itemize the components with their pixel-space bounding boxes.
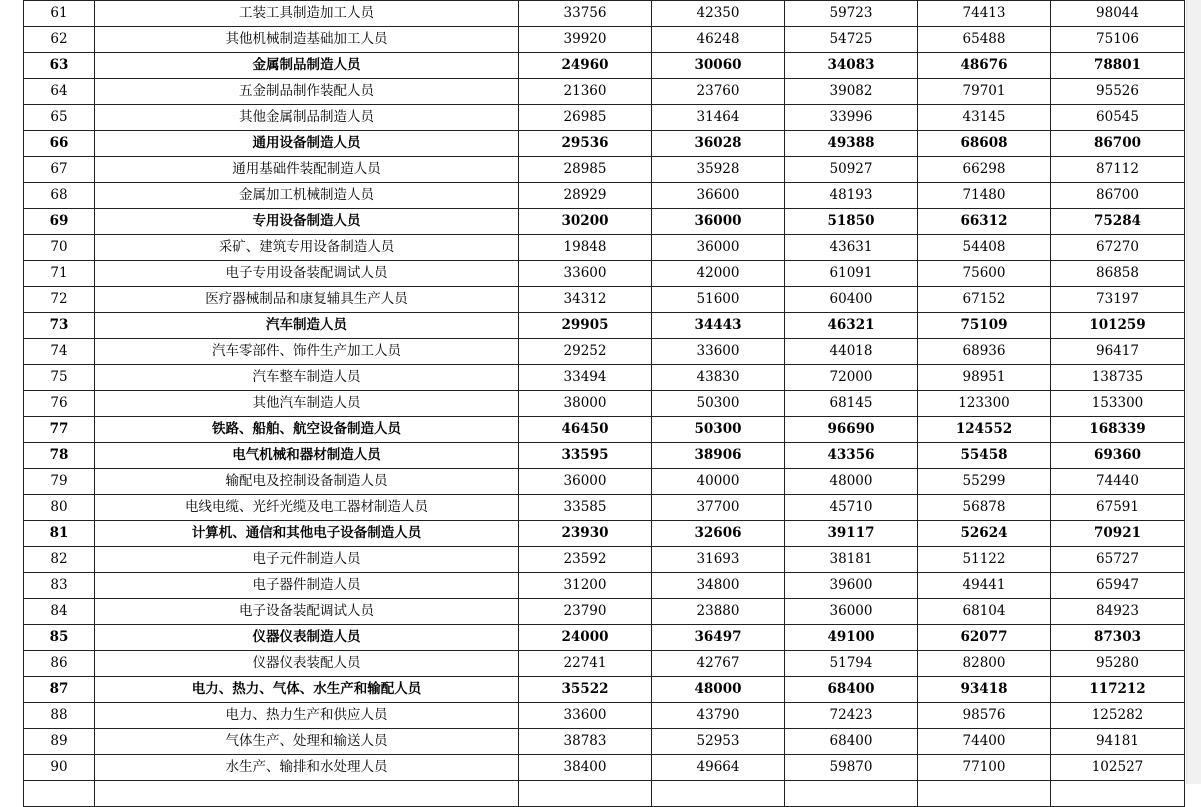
row-number-cell: 67 — [24, 157, 95, 183]
value-cell-1: 38000 — [519, 391, 652, 417]
value-cell-3: 50927 — [785, 157, 918, 183]
row-number-cell: 61 — [24, 1, 95, 27]
table-row — [24, 469, 1185, 495]
value-cell-3: 49100 — [785, 625, 918, 651]
table-row — [24, 781, 1185, 807]
table-row — [24, 443, 1185, 469]
occupation-name-cell: 通用设备制造人员 — [95, 131, 519, 157]
row-number-cell: 85 — [24, 625, 95, 651]
value-cell-2: 33600 — [652, 339, 785, 365]
occupation-name-cell: 通用基础件装配制造人员 — [95, 157, 519, 183]
value-cell-2: 52953 — [652, 729, 785, 755]
value-cell-3: 48193 — [785, 183, 918, 209]
value-cell-2: 51600 — [652, 287, 785, 313]
value-cell-2: 43790 — [652, 703, 785, 729]
value-cell-4: 49441 — [918, 573, 1051, 599]
value-cell-3: 96690 — [785, 417, 918, 443]
value-cell-3: 49388 — [785, 131, 918, 157]
occupation-name-cell: 电气机械和器材制造人员 — [95, 443, 519, 469]
value-cell-1 — [519, 781, 652, 807]
value-cell-4: 54408 — [918, 235, 1051, 261]
value-cell-3: 46321 — [785, 313, 918, 339]
value-cell-5: 138735 — [1051, 365, 1185, 391]
value-cell-4: 66298 — [918, 157, 1051, 183]
table-row — [24, 599, 1185, 625]
value-cell-5: 73197 — [1051, 287, 1185, 313]
value-cell-4: 43145 — [918, 105, 1051, 131]
table-row — [24, 677, 1185, 703]
value-cell-3: 45710 — [785, 495, 918, 521]
value-cell-5 — [1051, 781, 1185, 807]
salary-table — [23, 0, 1185, 807]
row-number-cell: 78 — [24, 443, 95, 469]
occupation-name-cell: 其他汽车制造人员 — [95, 391, 519, 417]
value-cell-3: 39082 — [785, 79, 918, 105]
value-cell-5: 75284 — [1051, 209, 1185, 235]
table-row — [24, 235, 1185, 261]
value-cell-1: 30200 — [519, 209, 652, 235]
table-row — [24, 495, 1185, 521]
table-row — [24, 261, 1185, 287]
table-row — [24, 105, 1185, 131]
table-row — [24, 625, 1185, 651]
occupation-name-cell: 五金制品制作装配人员 — [95, 79, 519, 105]
value-cell-4: 77100 — [918, 755, 1051, 781]
row-number-cell: 75 — [24, 365, 95, 391]
row-number-cell: 86 — [24, 651, 95, 677]
value-cell-2: 40000 — [652, 469, 785, 495]
value-cell-3: 39600 — [785, 573, 918, 599]
occupation-name-cell: 电子器件制造人员 — [95, 573, 519, 599]
value-cell-3: 68145 — [785, 391, 918, 417]
value-cell-2: 50300 — [652, 391, 785, 417]
occupation-name-cell: 采矿、建筑专用设备制造人员 — [95, 235, 519, 261]
value-cell-4: 98576 — [918, 703, 1051, 729]
value-cell-5: 69360 — [1051, 443, 1185, 469]
value-cell-1: 23930 — [519, 521, 652, 547]
value-cell-1: 33600 — [519, 261, 652, 287]
value-cell-2: 36000 — [652, 209, 785, 235]
value-cell-2: 34800 — [652, 573, 785, 599]
value-cell-1: 21360 — [519, 79, 652, 105]
value-cell-1: 26985 — [519, 105, 652, 131]
value-cell-4: 65488 — [918, 27, 1051, 53]
value-cell-1: 22741 — [519, 651, 652, 677]
value-cell-2: 42767 — [652, 651, 785, 677]
value-cell-3: 51794 — [785, 651, 918, 677]
value-cell-5: 86858 — [1051, 261, 1185, 287]
value-cell-2: 36028 — [652, 131, 785, 157]
value-cell-5: 86700 — [1051, 183, 1185, 209]
value-cell-3: 72000 — [785, 365, 918, 391]
value-cell-1: 29252 — [519, 339, 652, 365]
table-row — [24, 547, 1185, 573]
value-cell-1: 28985 — [519, 157, 652, 183]
value-cell-2: 35928 — [652, 157, 785, 183]
value-cell-3: 33996 — [785, 105, 918, 131]
value-cell-4: 62077 — [918, 625, 1051, 651]
value-cell-3: 59723 — [785, 1, 918, 27]
value-cell-2: 46248 — [652, 27, 785, 53]
value-cell-5: 78801 — [1051, 53, 1185, 79]
row-number-cell: 68 — [24, 183, 95, 209]
value-cell-1: 24960 — [519, 53, 652, 79]
value-cell-5: 117212 — [1051, 677, 1185, 703]
value-cell-3: 61091 — [785, 261, 918, 287]
row-number-cell: 84 — [24, 599, 95, 625]
table-row — [24, 391, 1185, 417]
value-cell-1: 23790 — [519, 599, 652, 625]
occupation-name-cell: 金属制品制造人员 — [95, 53, 519, 79]
table-row — [24, 703, 1185, 729]
value-cell-2: 36600 — [652, 183, 785, 209]
value-cell-4: 93418 — [918, 677, 1051, 703]
value-cell-5: 67591 — [1051, 495, 1185, 521]
value-cell-5: 168339 — [1051, 417, 1185, 443]
value-cell-4: 52624 — [918, 521, 1051, 547]
value-cell-4: 48676 — [918, 53, 1051, 79]
value-cell-2: 31464 — [652, 105, 785, 131]
value-cell-1: 33600 — [519, 703, 652, 729]
value-cell-2: 42000 — [652, 261, 785, 287]
value-cell-5: 153300 — [1051, 391, 1185, 417]
value-cell-3: 44018 — [785, 339, 918, 365]
row-number-cell: 90 — [24, 755, 95, 781]
occupation-name-cell: 输配电及控制设备制造人员 — [95, 469, 519, 495]
value-cell-1: 34312 — [519, 287, 652, 313]
occupation-name-cell: 水生产、输排和水处理人员 — [95, 755, 519, 781]
value-cell-3: 68400 — [785, 729, 918, 755]
value-cell-1: 36000 — [519, 469, 652, 495]
table-row — [24, 131, 1185, 157]
value-cell-3: 51850 — [785, 209, 918, 235]
row-number-cell — [24, 781, 95, 807]
value-cell-2: 36000 — [652, 235, 785, 261]
table-row — [24, 651, 1185, 677]
value-cell-5: 125282 — [1051, 703, 1185, 729]
value-cell-5: 74440 — [1051, 469, 1185, 495]
value-cell-3: 59870 — [785, 755, 918, 781]
value-cell-1: 29905 — [519, 313, 652, 339]
value-cell-1: 19848 — [519, 235, 652, 261]
occupation-name-cell: 电子元件制造人员 — [95, 547, 519, 573]
row-number-cell: 81 — [24, 521, 95, 547]
row-number-cell: 76 — [24, 391, 95, 417]
row-number-cell: 71 — [24, 261, 95, 287]
occupation-name-cell: 电子专用设备装配调试人员 — [95, 261, 519, 287]
value-cell-2: 32606 — [652, 521, 785, 547]
value-cell-5: 98044 — [1051, 1, 1185, 27]
value-cell-5: 95280 — [1051, 651, 1185, 677]
value-cell-5: 87112 — [1051, 157, 1185, 183]
row-number-cell: 65 — [24, 105, 95, 131]
value-cell-2: 23880 — [652, 599, 785, 625]
value-cell-1: 46450 — [519, 417, 652, 443]
value-cell-1: 33595 — [519, 443, 652, 469]
value-cell-5: 65947 — [1051, 573, 1185, 599]
table-row — [24, 27, 1185, 53]
value-cell-4: 68936 — [918, 339, 1051, 365]
table-row — [24, 79, 1185, 105]
row-number-cell: 73 — [24, 313, 95, 339]
value-cell-5: 70921 — [1051, 521, 1185, 547]
occupation-name-cell: 仪器仪表装配人员 — [95, 651, 519, 677]
value-cell-5: 101259 — [1051, 313, 1185, 339]
value-cell-2: 36497 — [652, 625, 785, 651]
value-cell-3: 48000 — [785, 469, 918, 495]
value-cell-2: 48000 — [652, 677, 785, 703]
row-number-cell: 63 — [24, 53, 95, 79]
value-cell-5: 65727 — [1051, 547, 1185, 573]
value-cell-4: 68608 — [918, 131, 1051, 157]
value-cell-2: 31693 — [652, 547, 785, 573]
value-cell-3: 38181 — [785, 547, 918, 573]
value-cell-2: 50300 — [652, 417, 785, 443]
value-cell-4: 56878 — [918, 495, 1051, 521]
row-number-cell: 62 — [24, 27, 95, 53]
value-cell-1: 39920 — [519, 27, 652, 53]
row-number-cell: 70 — [24, 235, 95, 261]
value-cell-4: 74400 — [918, 729, 1051, 755]
value-cell-3: 43356 — [785, 443, 918, 469]
value-cell-5: 95526 — [1051, 79, 1185, 105]
row-number-cell: 66 — [24, 131, 95, 157]
table-row — [24, 183, 1185, 209]
row-number-cell: 64 — [24, 79, 95, 105]
table-row — [24, 339, 1185, 365]
value-cell-2 — [652, 781, 785, 807]
occupation-name-cell: 电线电缆、光纤光缆及电工器材制造人员 — [95, 495, 519, 521]
occupation-name-cell: 汽车零部件、饰件生产加工人员 — [95, 339, 519, 365]
value-cell-4: 79701 — [918, 79, 1051, 105]
page-left-margin — [0, 0, 23, 784]
value-cell-2: 34443 — [652, 313, 785, 339]
value-cell-5: 84923 — [1051, 599, 1185, 625]
occupation-name-cell: 气体生产、处理和输送人员 — [95, 729, 519, 755]
value-cell-4: 75600 — [918, 261, 1051, 287]
occupation-name-cell: 工装工具制造加工人员 — [95, 1, 519, 27]
value-cell-1: 28929 — [519, 183, 652, 209]
value-cell-1: 33585 — [519, 495, 652, 521]
vertical-scrollbar[interactable] — [1186, 0, 1201, 784]
value-cell-1: 33494 — [519, 365, 652, 391]
value-cell-1: 29536 — [519, 131, 652, 157]
row-number-cell: 74 — [24, 339, 95, 365]
value-cell-5: 102527 — [1051, 755, 1185, 781]
value-cell-2: 43830 — [652, 365, 785, 391]
value-cell-4: 75109 — [918, 313, 1051, 339]
value-cell-3: 36000 — [785, 599, 918, 625]
occupation-name-cell: 医疗器械制品和康复辅具生产人员 — [95, 287, 519, 313]
value-cell-4: 68104 — [918, 599, 1051, 625]
row-number-cell: 82 — [24, 547, 95, 573]
value-cell-2: 30060 — [652, 53, 785, 79]
table-row — [24, 1, 1185, 27]
value-cell-2: 42350 — [652, 1, 785, 27]
value-cell-5: 67270 — [1051, 235, 1185, 261]
value-cell-5: 60545 — [1051, 105, 1185, 131]
occupation-name-cell: 金属加工机械制造人员 — [95, 183, 519, 209]
occupation-name-cell: 汽车制造人员 — [95, 313, 519, 339]
row-number-cell: 77 — [24, 417, 95, 443]
table-row — [24, 157, 1185, 183]
value-cell-4: 74413 — [918, 1, 1051, 27]
table-row — [24, 417, 1185, 443]
row-number-cell: 87 — [24, 677, 95, 703]
occupation-name-cell: 计算机、通信和其他电子设备制造人员 — [95, 521, 519, 547]
occupation-name-cell: 电力、热力、气体、水生产和输配人员 — [95, 677, 519, 703]
value-cell-4: 82800 — [918, 651, 1051, 677]
value-cell-4: 123300 — [918, 391, 1051, 417]
row-number-cell: 80 — [24, 495, 95, 521]
value-cell-5: 94181 — [1051, 729, 1185, 755]
value-cell-4: 124552 — [918, 417, 1051, 443]
value-cell-3: 43631 — [785, 235, 918, 261]
row-number-cell: 83 — [24, 573, 95, 599]
table-row — [24, 521, 1185, 547]
value-cell-3: 68400 — [785, 677, 918, 703]
occupation-name-cell: 铁路、船舶、航空设备制造人员 — [95, 417, 519, 443]
value-cell-4: 67152 — [918, 287, 1051, 313]
table-row — [24, 365, 1185, 391]
table-row — [24, 209, 1185, 235]
value-cell-5: 87303 — [1051, 625, 1185, 651]
value-cell-2: 37700 — [652, 495, 785, 521]
row-number-cell: 88 — [24, 703, 95, 729]
occupation-name-cell: 其他机械制造基础加工人员 — [95, 27, 519, 53]
value-cell-5: 86700 — [1051, 131, 1185, 157]
value-cell-1: 38783 — [519, 729, 652, 755]
value-cell-4: 51122 — [918, 547, 1051, 573]
occupation-name-cell: 仪器仪表制造人员 — [95, 625, 519, 651]
value-cell-4: 55299 — [918, 469, 1051, 495]
value-cell-1: 31200 — [519, 573, 652, 599]
row-number-cell: 69 — [24, 209, 95, 235]
occupation-name-cell: 其他金属制品制造人员 — [95, 105, 519, 131]
occupation-name-cell — [95, 781, 519, 807]
value-cell-3: 39117 — [785, 521, 918, 547]
value-cell-3: 72423 — [785, 703, 918, 729]
value-cell-4: 55458 — [918, 443, 1051, 469]
value-cell-4: 66312 — [918, 209, 1051, 235]
row-number-cell: 72 — [24, 287, 95, 313]
row-number-cell: 89 — [24, 729, 95, 755]
value-cell-3 — [785, 781, 918, 807]
table-row — [24, 53, 1185, 79]
value-cell-4: 98951 — [918, 365, 1051, 391]
occupation-name-cell: 电子设备装配调试人员 — [95, 599, 519, 625]
value-cell-5: 75106 — [1051, 27, 1185, 53]
value-cell-2: 38906 — [652, 443, 785, 469]
value-cell-2: 23760 — [652, 79, 785, 105]
table-row — [24, 313, 1185, 339]
row-number-cell: 79 — [24, 469, 95, 495]
value-cell-5: 96417 — [1051, 339, 1185, 365]
value-cell-3: 54725 — [785, 27, 918, 53]
value-cell-1: 38400 — [519, 755, 652, 781]
table-row — [24, 729, 1185, 755]
value-cell-1: 23592 — [519, 547, 652, 573]
table-row — [24, 287, 1185, 313]
value-cell-1: 35522 — [519, 677, 652, 703]
value-cell-1: 33756 — [519, 1, 652, 27]
table-body — [24, 1, 1185, 807]
value-cell-1: 24000 — [519, 625, 652, 651]
table-row — [24, 573, 1185, 599]
occupation-name-cell: 专用设备制造人员 — [95, 209, 519, 235]
value-cell-4 — [918, 781, 1051, 807]
value-cell-4: 71480 — [918, 183, 1051, 209]
value-cell-3: 34083 — [785, 53, 918, 79]
occupation-name-cell: 汽车整车制造人员 — [95, 365, 519, 391]
table-row — [24, 755, 1185, 781]
value-cell-2: 49664 — [652, 755, 785, 781]
value-cell-3: 60400 — [785, 287, 918, 313]
occupation-name-cell: 电力、热力生产和供应人员 — [95, 703, 519, 729]
